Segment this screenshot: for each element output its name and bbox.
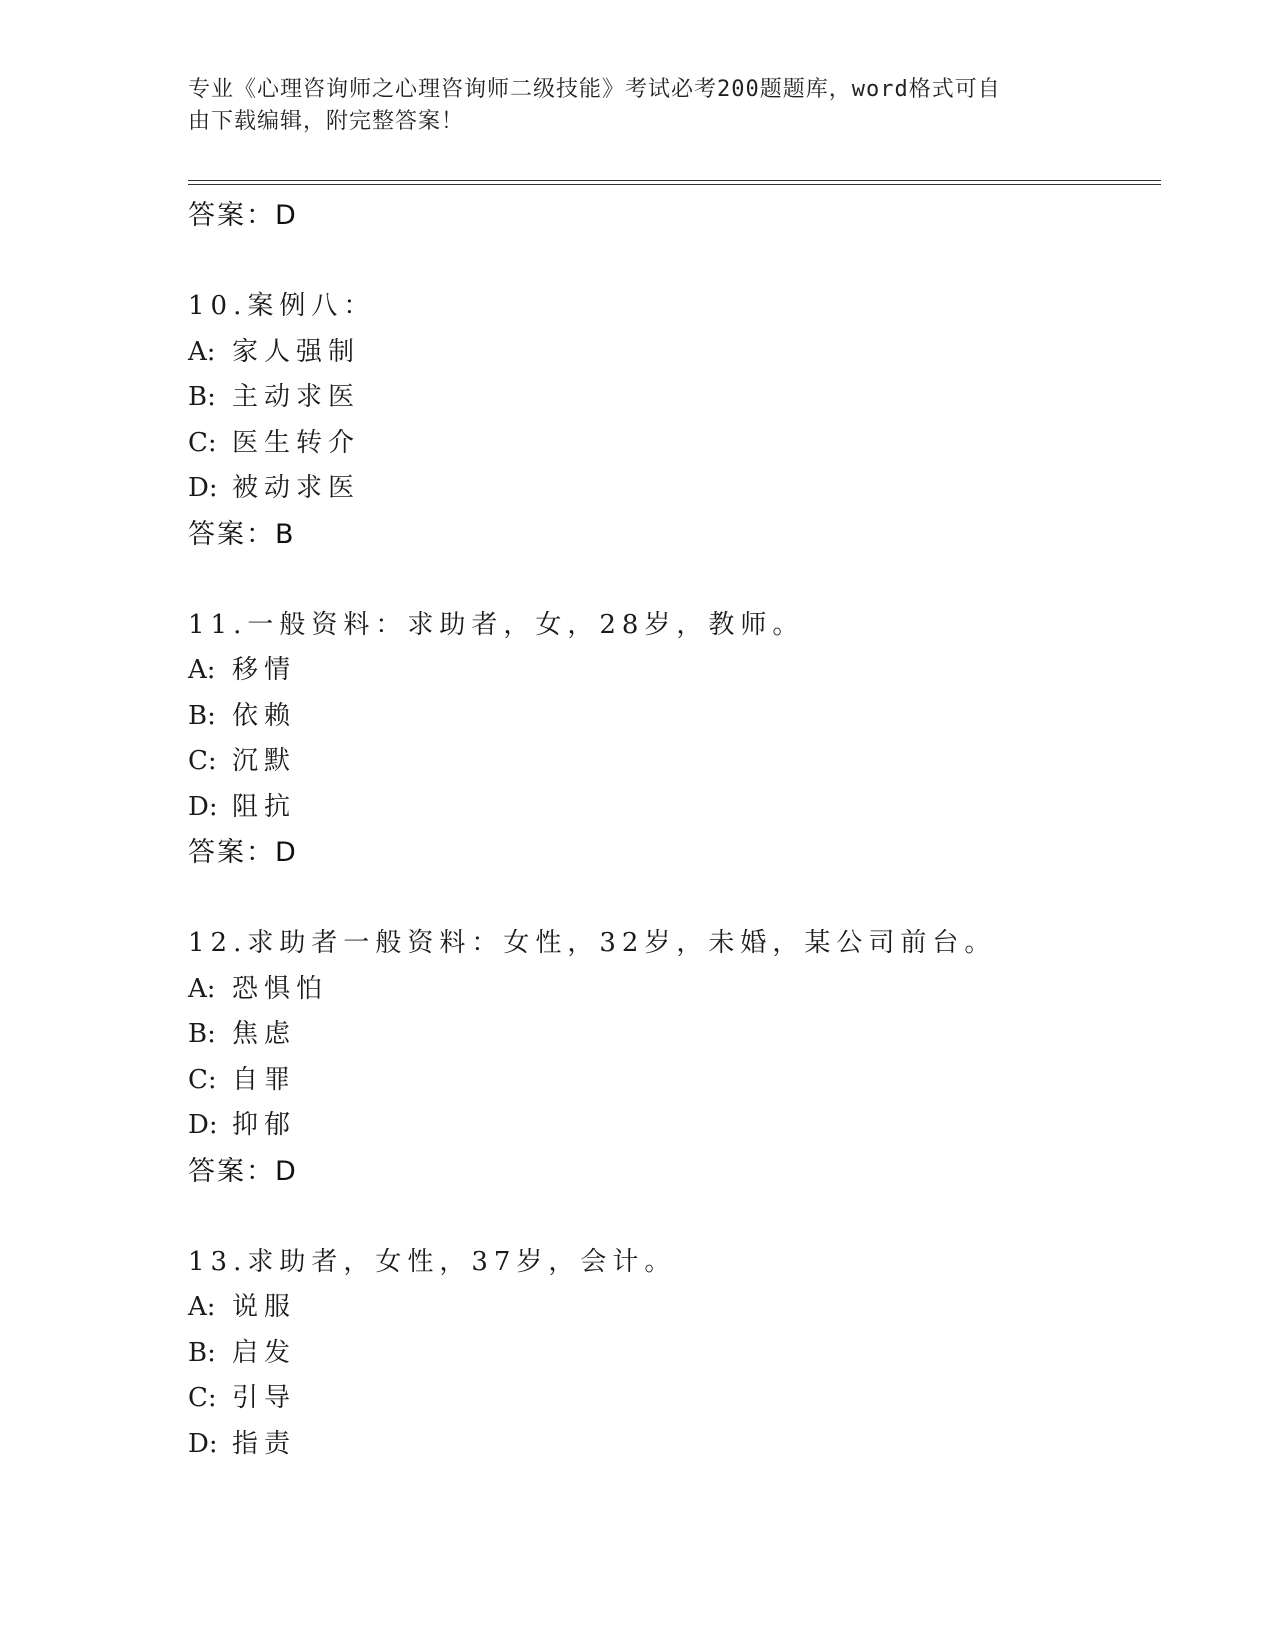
option-text: 焦虑 <box>232 1019 297 1049</box>
option-text: 沉默 <box>232 746 297 776</box>
option-key: C: <box>188 427 217 458</box>
option-d <box>188 1103 1148 1149</box>
option-key: B: <box>188 700 216 731</box>
header-divider-top <box>188 180 1161 181</box>
answer-line: 答案：D <box>188 837 298 868</box>
option-b <box>188 375 1148 421</box>
question-13 <box>188 1240 1148 1468</box>
answer-line: 答案：B <box>188 518 296 550</box>
option-text: 说服 <box>232 1292 297 1322</box>
answer-line: 答案：D <box>188 200 298 231</box>
option-text: 主动求医 <box>232 382 361 412</box>
header-line-2: 由下载编辑，附完整答案！ <box>188 109 465 134</box>
document-header <box>188 74 1068 138</box>
question-stem: 12.求助者一般资料：女性，32岁，未婚，某公司前台。 <box>188 928 997 958</box>
option-d <box>188 785 1148 831</box>
option-text: 依赖 <box>232 700 297 731</box>
option-key: C: <box>188 746 217 776</box>
option-b <box>188 1012 1148 1058</box>
option-c <box>188 739 1148 785</box>
answer-line: 答案：D <box>188 1155 298 1187</box>
option-key: D: <box>188 1428 218 1459</box>
option-b <box>188 1331 1148 1377</box>
option-key: D: <box>188 791 218 822</box>
question-10 <box>188 284 1148 558</box>
option-text: 移情 <box>232 655 297 685</box>
option-a <box>188 1285 1148 1331</box>
option-key: A: <box>188 973 216 1004</box>
option-text: 抑郁 <box>232 1110 297 1140</box>
option-key: A: <box>188 336 216 367</box>
option-c <box>188 1376 1148 1422</box>
question-stem: 13.求助者，女性，37岁，会计。 <box>188 1246 677 1277</box>
option-text: 家人强制 <box>232 336 361 367</box>
option-a <box>188 648 1148 694</box>
option-key: B: <box>188 1337 216 1368</box>
option-text: 医生转介 <box>232 427 361 458</box>
question-list <box>188 193 1148 1467</box>
header-divider-bottom <box>188 184 1161 185</box>
question-stem: 10.案例八： <box>188 291 376 321</box>
question-12 <box>188 921 1148 1195</box>
option-text: 自罪 <box>232 1064 297 1095</box>
option-key: C: <box>188 1064 217 1095</box>
option-key: A: <box>188 655 216 685</box>
option-key: C: <box>188 1383 217 1413</box>
option-text: 恐惧怕 <box>232 973 329 1004</box>
option-d <box>188 466 1148 512</box>
option-text: 阻抗 <box>232 791 297 822</box>
option-text: 被动求医 <box>232 473 361 503</box>
option-key: B: <box>188 1019 216 1049</box>
question-stem: 11.一般资料：求助者，女，28岁，教师。 <box>188 609 805 640</box>
question-11 <box>188 603 1148 877</box>
option-c <box>188 421 1148 467</box>
option-key: D: <box>188 1110 218 1140</box>
option-key: A: <box>188 1292 216 1322</box>
header-line-1: 专业《心理咨询师之心理咨询师二级技能》考试必考200题题库，word格式可自 <box>188 77 1001 102</box>
option-key: D: <box>188 473 218 503</box>
option-a <box>188 967 1148 1013</box>
option-d <box>188 1422 1148 1468</box>
option-text: 指责 <box>232 1428 297 1459</box>
option-text: 启发 <box>232 1337 297 1368</box>
option-b <box>188 694 1148 740</box>
option-key: B: <box>188 382 216 412</box>
option-c <box>188 1058 1148 1104</box>
option-text: 引导 <box>232 1383 297 1413</box>
option-a <box>188 330 1148 376</box>
